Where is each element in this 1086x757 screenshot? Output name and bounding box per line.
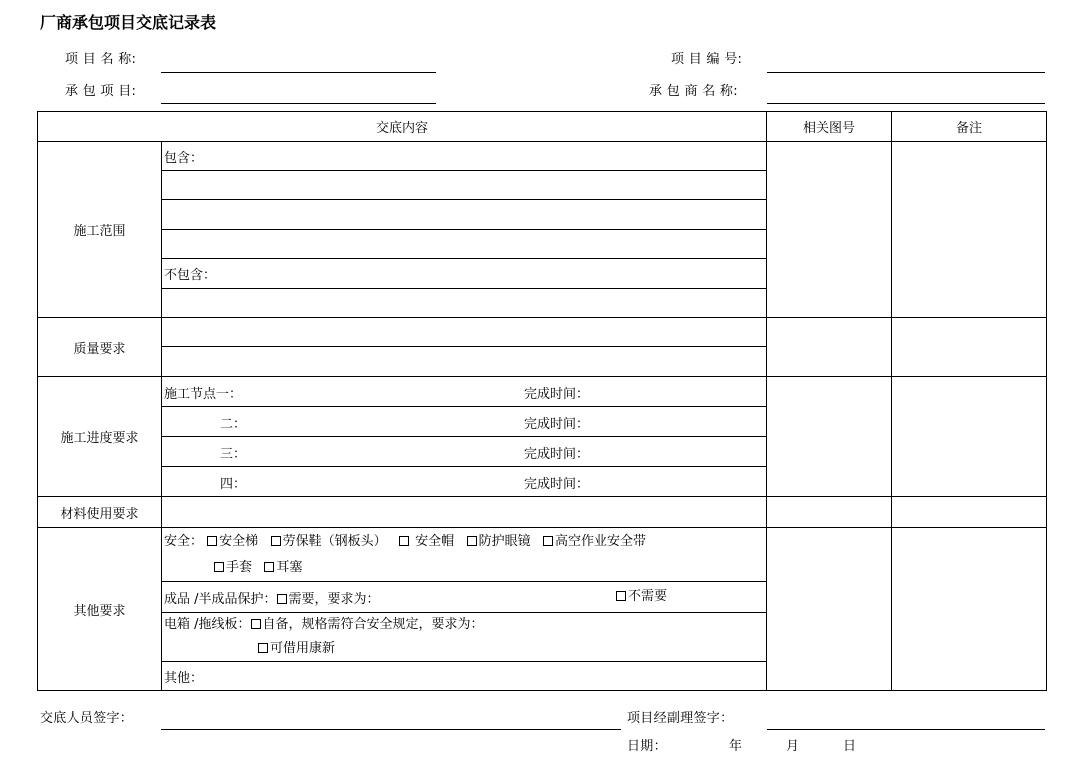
scope-label: 施工范围 <box>38 142 162 318</box>
protect-noneed-label: 不需要 <box>628 589 668 604</box>
material-content[interactable] <box>162 497 767 528</box>
safety-gloves[interactable] <box>214 560 252 575</box>
schedule-drawing-cell[interactable] <box>767 377 892 497</box>
other-label: 其他要求 <box>38 528 162 691</box>
checkbox-icon[interactable] <box>264 562 274 572</box>
scope-include-label: 包含： <box>164 150 204 166</box>
quality-label: 质量要求 <box>38 318 162 377</box>
schedule-node-4-finish: 完成时间： <box>524 477 590 492</box>
pm-label: 项目经副理签字： <box>627 711 734 726</box>
other-misc-label: 其他： <box>164 670 204 686</box>
safety-harness[interactable] <box>543 534 646 549</box>
quality-line-1[interactable] <box>162 318 767 347</box>
schedule-node-4[interactable] <box>162 467 767 497</box>
date-day: 日 <box>843 739 857 754</box>
scope-line-2[interactable] <box>162 171 767 200</box>
safety-harness-label: 高空作业安全带 <box>554 533 646 549</box>
checkbox-icon[interactable] <box>277 594 287 604</box>
schedule-node-1[interactable] <box>162 377 767 407</box>
checkbox-icon[interactable] <box>207 536 217 546</box>
elec-borrow[interactable] <box>258 641 335 656</box>
safety-cell <box>162 528 767 582</box>
scope-line-4[interactable] <box>162 230 767 259</box>
contractor-name-label: 承 包 商 名 称: <box>649 84 738 99</box>
contract-item-label: 承 包 项 目: <box>65 84 137 99</box>
material-label: 材料使用要求 <box>38 497 162 528</box>
elec-cell <box>162 613 767 662</box>
protect-cell <box>162 582 767 613</box>
page-title: 厂商承包项目交底记录表 <box>40 13 217 32</box>
other-drawing-cell[interactable] <box>767 528 892 691</box>
protect-need-label: 需要，要求为： <box>288 591 380 607</box>
elec-label: 电箱 /拖线板： <box>164 617 251 632</box>
checkbox-icon[interactable] <box>616 591 626 601</box>
material-drawing-cell[interactable] <box>767 497 892 528</box>
schedule-node-4-label: 四： <box>220 477 247 492</box>
schedule-node-2-label: 二： <box>220 417 247 432</box>
col-header-drawing: 相关图号 <box>767 112 892 142</box>
elec-self[interactable] <box>251 617 484 632</box>
schedule-node-1-label: 施工节点一： <box>164 387 243 402</box>
protect-need[interactable] <box>277 592 380 607</box>
safety-ladder-label: 安全梯 <box>219 533 259 549</box>
safety-ladder[interactable] <box>207 534 258 549</box>
protect-noneed[interactable] <box>616 582 667 612</box>
col-header-content: 交底内容 <box>38 112 767 142</box>
quality-drawing-cell[interactable] <box>767 318 892 377</box>
safety-helmet-label: 安全帽 <box>415 533 455 549</box>
safety-goggles[interactable] <box>467 534 531 549</box>
scope-include[interactable] <box>162 142 767 171</box>
handover-table <box>37 111 1047 691</box>
schedule-node-3[interactable] <box>162 437 767 467</box>
elec-borrow-label: 可借用康新 <box>270 641 336 656</box>
signer-field[interactable] <box>161 729 621 730</box>
col-header-remark: 备注 <box>892 112 1047 142</box>
other-misc-cell[interactable] <box>162 662 767 691</box>
project-name-field[interactable] <box>161 72 436 73</box>
scope-remark-cell[interactable] <box>892 142 1047 318</box>
checkbox-icon[interactable] <box>214 562 224 572</box>
checkbox-icon[interactable] <box>467 536 477 546</box>
scope-line-6[interactable] <box>162 289 767 318</box>
checkbox-icon[interactable] <box>251 619 261 629</box>
signer-label: 交底人员签字： <box>40 711 134 726</box>
safety-gloves-label: 手套 <box>226 559 253 575</box>
contract-item-field[interactable] <box>161 103 436 104</box>
scope-line-3[interactable] <box>162 200 767 230</box>
safety-earplugs-label: 耳塞 <box>276 559 303 575</box>
project-no-label: 项 目 编 号: <box>671 52 743 67</box>
schedule-node-1-finish: 完成时间： <box>524 387 590 402</box>
other-remark-cell[interactable] <box>892 528 1047 691</box>
schedule-node-2-finish: 完成时间： <box>524 417 590 432</box>
safety-goggles-label: 防护眼镜 <box>478 533 531 549</box>
schedule-node-2[interactable] <box>162 407 767 437</box>
quality-remark-cell[interactable] <box>892 318 1047 377</box>
checkbox-icon[interactable] <box>258 643 268 653</box>
safety-label: 安全： <box>164 533 204 549</box>
checkbox-icon[interactable] <box>543 536 553 546</box>
quality-line-2[interactable] <box>162 347 767 377</box>
scope-exclude[interactable] <box>162 259 767 289</box>
pm-field[interactable] <box>767 729 1045 730</box>
contractor-name-field[interactable] <box>767 103 1045 104</box>
date-year: 年 <box>729 739 743 754</box>
schedule-node-3-label: 三： <box>220 447 247 462</box>
date-month: 月 <box>786 739 800 754</box>
safety-earplugs[interactable] <box>264 560 302 575</box>
schedule-remark-cell[interactable] <box>892 377 1047 497</box>
elec-self-label: 自备，规格需符合安全规定，要求为： <box>262 617 484 632</box>
schedule-node-3-finish: 完成时间： <box>524 447 590 462</box>
scope-drawing-cell[interactable] <box>767 142 892 318</box>
project-no-field[interactable] <box>767 72 1045 73</box>
material-remark-cell[interactable] <box>892 497 1047 528</box>
safety-shoes-label: 劳保鞋（钢板头） <box>282 533 387 549</box>
protect-label: 成品 /半成品保护： <box>164 591 277 607</box>
checkbox-icon[interactable] <box>399 536 409 546</box>
safety-shoes[interactable] <box>271 534 387 549</box>
checkbox-icon[interactable] <box>271 536 281 546</box>
project-name-label: 项 目 名 称: <box>65 52 137 67</box>
safety-helmet[interactable] <box>399 534 454 549</box>
date-label: 日期： <box>627 739 667 754</box>
schedule-label: 施工进度要求 <box>38 377 162 497</box>
scope-exclude-label: 不包含： <box>164 268 217 283</box>
